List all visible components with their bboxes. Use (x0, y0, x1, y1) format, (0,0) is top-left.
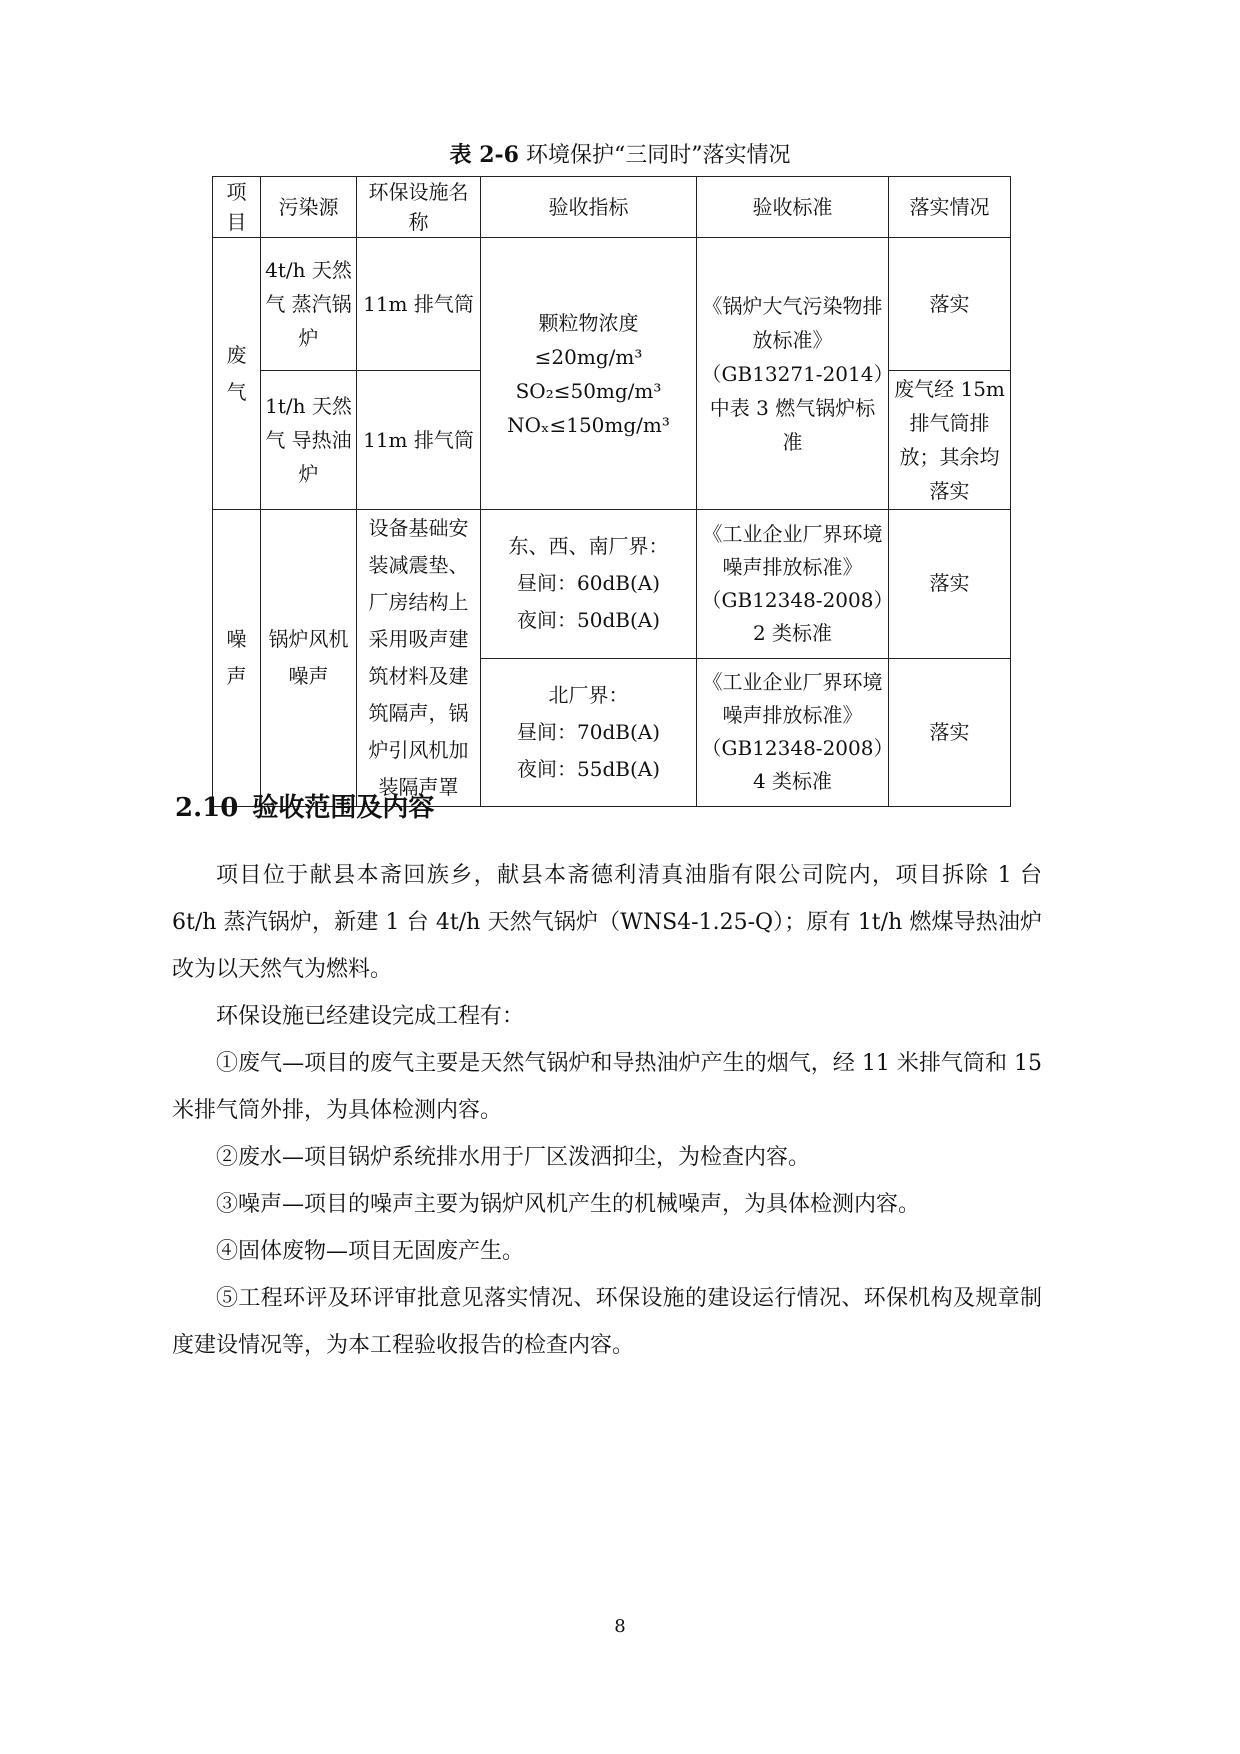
paragraph: 项目位于献县本斋回族乡，献县本斋德利清真油脂有限公司院内，项目拆除 1 台 6t/h 蒸汽锅炉，新建 1 台 4t/h 天然气锅炉（WNS4-1.25-Q）；原有 1t/h 燃煤导热油炉改为以天然气为燃料。 (172, 863, 1042, 982)
noise-status-2-cell: 落实 (889, 658, 1011, 807)
header-facility: 环保设施名称 (357, 177, 481, 238)
paragraph: ①废气—项目的废气主要是天然气锅炉和导热油炉产生的烟气，经 11 米排气筒和 15 米排气筒外排，为具体检测内容。 (172, 1051, 1042, 1123)
noise-indicator-1-cell (481, 510, 697, 659)
header-standard: 验收标准 (697, 177, 889, 238)
paragraph: ④固体废物—项目无固废产生。 (216, 1239, 525, 1264)
gas-source-1-cell: 4t/h 天然气 蒸汽锅炉 (261, 238, 357, 371)
noise-indicator-2-day: 昼间：70dB(A) (517, 719, 660, 744)
gas-indicator-particulate: 颗粒物浓度≤20mg/m³ (534, 310, 643, 369)
gas-facility-2-cell: 11m 排气筒 (357, 371, 481, 510)
header-source: 污染源 (261, 177, 357, 238)
noise-status-1-cell: 落实 (889, 510, 1011, 659)
gas-standard-cell: 《锅炉大气污染物排放标准》（GB13271-2014）中表 3 燃气锅炉标准 (697, 238, 889, 510)
gas-indicator-nox: NOₓ≤150mg/m³ (507, 412, 670, 437)
gas-facility-1-cell: 11m 排气筒 (357, 238, 481, 371)
gas-status-2-cell: 废气经 15m 排气筒排放；其余均落实 (889, 371, 1011, 510)
section-heading (175, 790, 434, 826)
noise-indicator-1-night: 夜间：50dB(A) (517, 608, 660, 633)
noise-source-cell: 锅炉风机噪声 (261, 510, 357, 807)
paragraph: ③噪声—项目的噪声主要为锅炉风机产生的机械噪声，为具体检测内容。 (216, 1192, 921, 1217)
table-title: 环境保护“三同时”落实情况 (518, 143, 791, 168)
gas-status-1-cell: 落实 (889, 238, 1011, 371)
table-row (213, 510, 1011, 659)
section-body (172, 852, 1042, 1369)
page-number: 8 (614, 1616, 626, 1637)
header-status: 落实情况 (889, 177, 1011, 238)
paragraph: ⑤工程环评及环评审批意见落实情况、环保设施的建设运行情况、环保机构及规章制度建设情况等，为本工程验收报告的检查内容。 (172, 1286, 1042, 1358)
section-title: 验收范围及内容 (252, 793, 435, 823)
environmental-protection-table (212, 176, 1011, 807)
table-header-row (213, 177, 1011, 238)
noise-facility-cell: 设备基础安装减震垫、厂房结构上采用吸声建筑材料及建筑隔声，锅炉引风机加装隔声罩 (357, 510, 481, 807)
gas-category-cell: 废气 (213, 238, 261, 510)
table-caption (0, 140, 1240, 171)
gas-indicator-cell (481, 238, 697, 510)
header-indicator: 验收指标 (481, 177, 697, 238)
noise-indicator-2-title: 北厂界： (548, 682, 629, 707)
table-row (213, 238, 1011, 371)
noise-indicator-1-day: 昼间：60dB(A) (517, 571, 660, 596)
header-item: 项目 (213, 177, 261, 238)
paragraph: ②废水—项目锅炉系统排水用于厂区泼洒抑尘，为检查内容。 (216, 1145, 811, 1170)
table-number: 表 2-6 (449, 142, 519, 168)
noise-indicator-2-cell (481, 658, 697, 807)
noise-category-cell: 噪声 (213, 510, 261, 807)
noise-standard-2-cell: 《工业企业厂界环境噪声排放标准》（GB12348-2008）4 类标准 (697, 658, 889, 807)
paragraph: 环保设施已经建设完成工程有： (216, 1004, 525, 1029)
section-number: 2.10 (175, 793, 239, 823)
noise-standard-1-cell: 《工业企业厂界环境噪声排放标准》（GB12348-2008）2 类标准 (697, 510, 889, 659)
noise-indicator-1-title: 东、西、南厂界： (508, 534, 669, 559)
gas-source-2-cell: 1t/h 天然气 导热油炉 (261, 371, 357, 510)
gas-indicator-so2: SO₂≤50mg/m³ (515, 378, 662, 403)
noise-indicator-2-night: 夜间：55dB(A) (517, 756, 660, 781)
